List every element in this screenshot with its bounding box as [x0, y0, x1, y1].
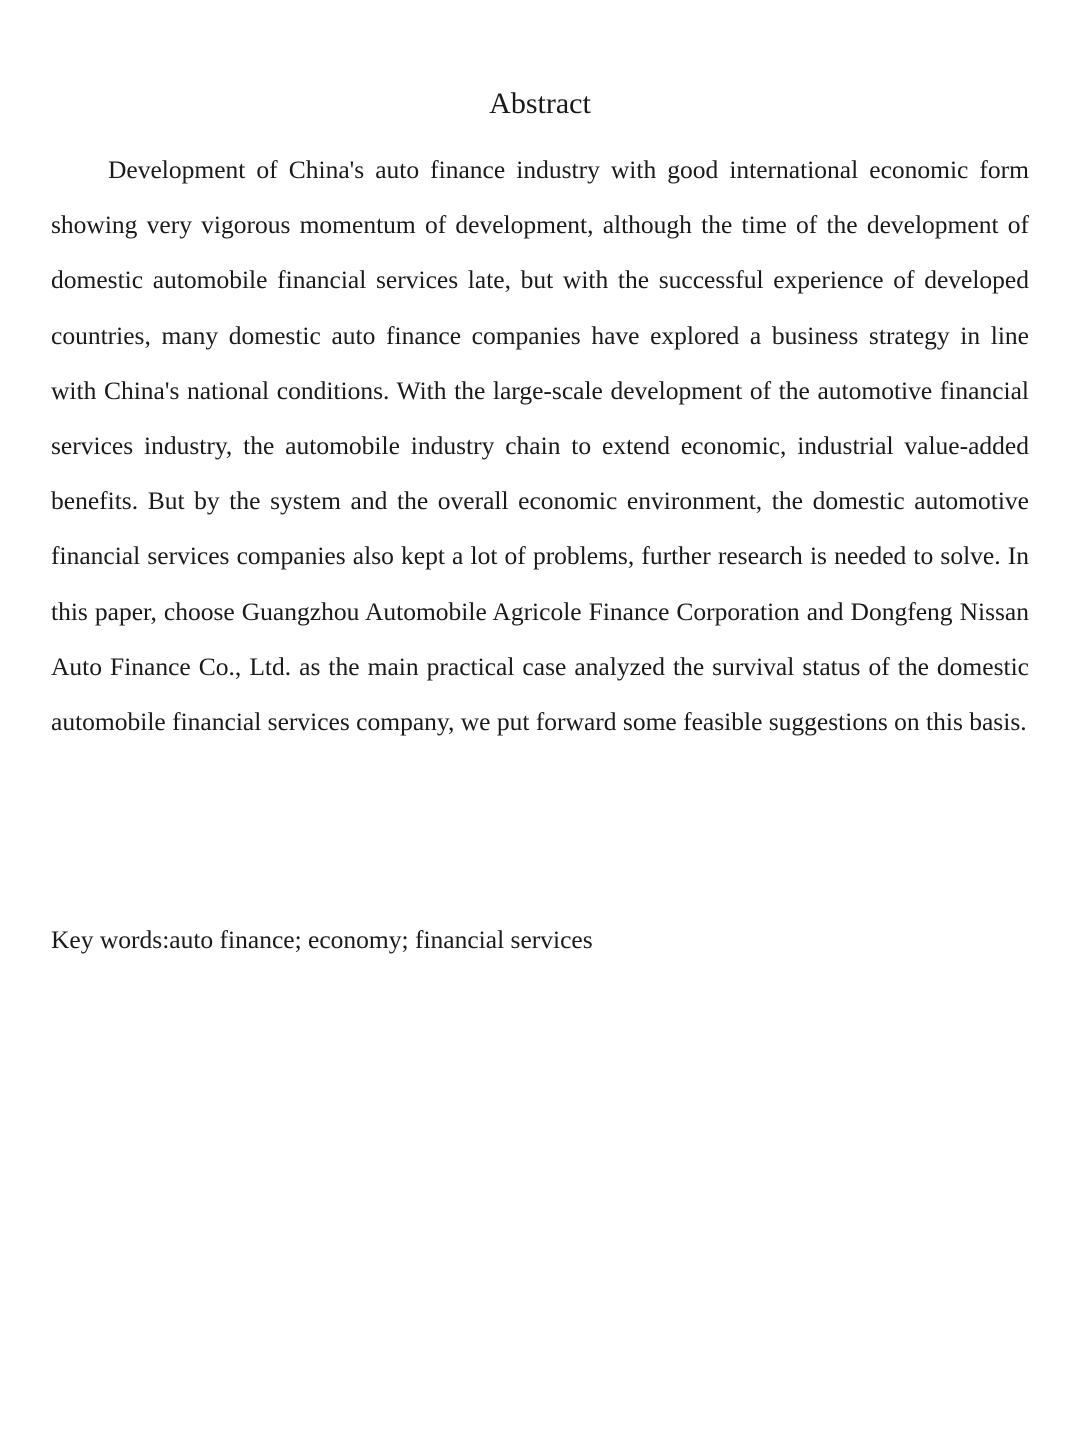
abstract-body: Development of China's auto finance industry with good international economic form showing very vigorous momentum of development, although the time of the development of domestic automobile financial services late, but with the successful experience of developed countries, many domestic auto finance companies have explored a business strategy in line with China's national conditions. With the large-scale development of the automotive financial services industry, the automobile industry chain to extend economic, industrial value-added benefits. But by the system and the overall economic environment, the domestic automotive financial services companies also kept a lot of problems, further research is needed to solve. In this paper, choose Guangzhou Automobile Agricole Finance Corporation and Dongfeng Nissan Auto Finance Co., Ltd. as the main practical case analyzed the survival status of the domestic automobile financial services company, we put forward some feasible suggestions on this basis.: [51, 155, 1029, 737]
abstract-title: Abstract: [489, 87, 591, 120]
keywords-line: Key words:auto finance; economy; financial services: [51, 925, 593, 954]
